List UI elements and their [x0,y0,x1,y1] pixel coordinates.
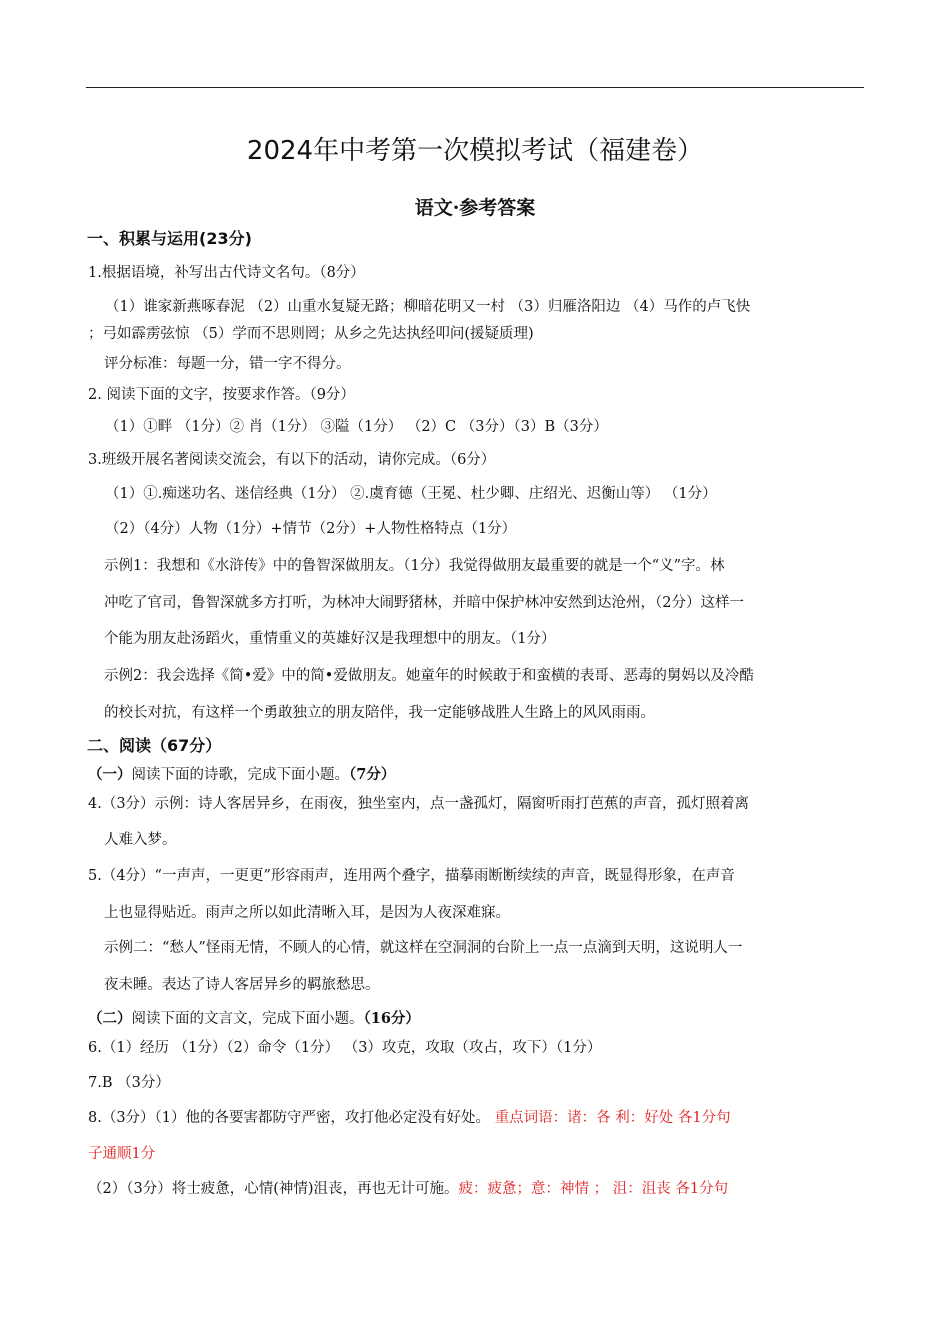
answer-line: （1）①.痴迷功名、迷信经典（1分） ②.虞育德（王冕、杜少卿、庄绍光、迟衡山等） （1分） [105,486,717,502]
key-points-note: 子通顺1分 [88,1146,156,1162]
question-3: 3.班级开展名著阅读交流会，有以下的活动，请你完成。（6分） [88,452,496,468]
subsection-number: （一） [88,766,132,783]
subsection-score: （16分） [363,1010,420,1027]
answer-line [88,1179,728,1199]
page-title: 2024年中考第一次模拟考试（福建卷） [246,136,704,166]
answer-text: （2）（3分）将士疲惫，心情(神情)沮丧，再也无计可施。 [88,1181,459,1197]
subsection-heading-1 [88,765,395,785]
key-points-note: 重点词语：诸：各 利：好处 各1分句 [494,1110,731,1126]
example-line: 示例二：“愁人”怪雨无情，不顾人的心情，就这样在空洞洞的台阶上一点一点滴到天明，这说明人一 [104,940,743,956]
question-1: 1.根据语境，补写出古代诗文名句。（8分） [88,265,365,281]
answer-line: 6.（1）经历 （1分）（2）命令（1分） （3）攻克，攻取（攻占，攻下）（1分） [88,1040,602,1056]
example-line: 个能为朋友赴汤蹈火，重情重义的英雄好汉是我理想中的朋友。（1分） [104,631,556,647]
question-2: 2. 阅读下面的文字，按要求作答。（9分） [88,387,355,403]
answer-line: 人难入梦。 [104,832,177,848]
answer-line: 5.（4分）“一声声，一更更”形容雨声，连用两个叠字，描摹雨断断续续的声音，既显得形象，在声音 [88,868,735,884]
answer-line: （1）谁家新燕啄春泥 （2）山重水复疑无路；柳暗花明又一村 （3）归雁洛阳边 （4）马作的卢飞快 [105,299,751,315]
example-line: 示例2：我会选择《简•爱》中的简•爱做朋友。她童年的时候敢于和蛮横的表哥、恶毒的舅妈以及冷酷 [104,668,754,684]
section-heading-2: 二、阅读（67分） [87,736,222,755]
answer-line: （1）①畔 （1分）② 肖（1分） ③隘（1分） （2）C （3分）（3）B（3分） [105,419,608,435]
example-line: 夜未睡。表达了诗人客居异乡的羁旅愁思。 [104,977,380,993]
answer-line: 上也显得贴近。雨声之所以如此清晰入耳，是因为人夜深难寐。 [104,905,510,921]
top-rule [86,87,864,88]
subsection-heading-2 [88,1009,420,1029]
page-subtitle: 语文·参考答案 [414,197,536,219]
answer-line: ；弓如霹雳弦惊 （5）学而不思则罔；从乡之先达执经叩问(援疑质理) [88,326,534,342]
example-line: 示例1：我想和《水浒传》中的鲁智深做朋友。（1分）我觉得做朋友最重要的就是一个“义”字。林 [104,558,725,574]
subsection-text: 阅读下面的诗歌，完成下面小题。 [131,767,349,783]
subsection-number: （二） [88,1010,132,1027]
answer-line: 7.B （3分） [88,1075,170,1091]
answer-line [88,1108,731,1128]
answer-line: （2）（4分）人物（1分）+情节（2分）+人物性格特点（1分） [105,521,517,537]
subsection-text: 阅读下面的文言文，完成下面小题。 [131,1011,364,1027]
scoring-note: 评分标准：每题一分，错一字不得分。 [104,356,351,372]
subsection-score: （7分） [349,766,396,783]
example-line: 冲吃了官司，鲁智深就多方打听，为林冲大闹野猪林，并暗中保护林冲安然到达沧州，（2分）这样一 [104,595,744,611]
key-points-note: 疲：疲惫；意：神情 ； 沮：沮丧 各1分句 [458,1181,729,1197]
example-line: 的校长对抗，有这样一个勇敢独立的朋友陪伴，我一定能够战胜人生路上的风风雨雨。 [104,705,655,721]
answer-line: 4.（3分）示例：诗人客居异乡，在雨夜，独坐室内，点一盏孤灯，隔窗听雨打芭蕉的声音，孤灯照着离 [88,796,750,812]
answer-text: 8.（3分）（1）他的各要害都防守严密，攻打他必定没有好处。 [88,1110,495,1126]
section-heading-1: 一、积累与运用(23分) [87,229,252,248]
